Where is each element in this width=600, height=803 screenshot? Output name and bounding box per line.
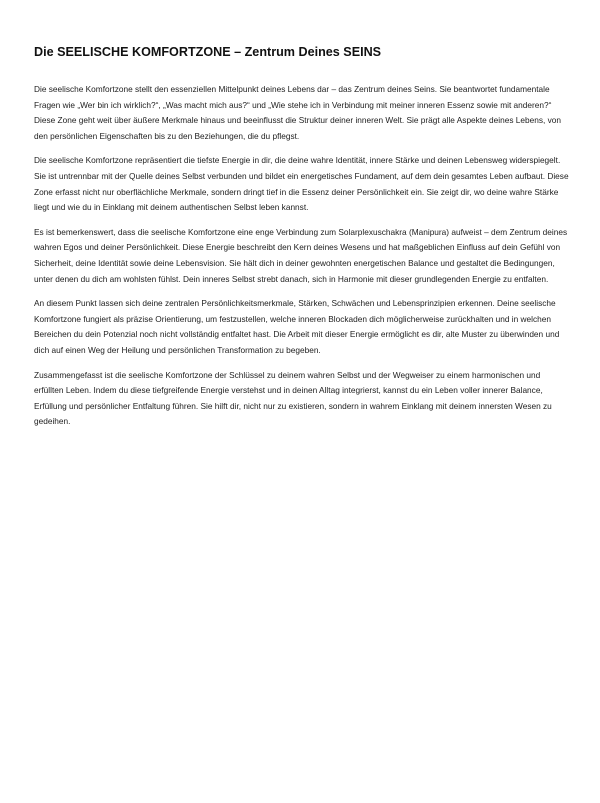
paragraph-3: Es ist bemerkenswert, dass die seelische Komfortzone eine enge Verbindung zum Solarplexuschakra (Manipura) aufweist – dem Zentrum deines wahren Egos und deiner Persönlichkeit. Diese Energie beschreibt den Kern deines Wesens und hat maßgeblichen Einfluss auf dein Gefühl von Sicherheit, deine Identität sowie deine Lebensvision. Sie hält dich in deiner gewohnten energetischen Balance und gestaltet die Bedingungen, unter denen du dich am wohlsten fühlst. Dein inneres Selbst strebt danach, sich in Harmonie mit dieser grundlegenden Energie zu entfalten. bbox=[34, 226, 568, 284]
paragraph-1: Die seelische Komfortzone stellt den essenziellen Mittelpunkt deines Lebens dar – das Zentrum deines Seins. Sie beantwortet fundamentale Fragen wie „Wer bin ich wirklich?“, „Was macht mich aus?“ und „Wie stehe ich in Verbindung mit meiner inneren Essenz sowie mit anderen?“ Diese Zone geht weit über äußere Merkmale hinaus und beeinflusst die Struktur deiner inneren Welt. Sie prägt alle Aspekte deines Lebens, von den persönlichen Eigenschaften bis zu den Beziehungen, die du pflegst. bbox=[34, 84, 562, 141]
paragraph-2: Die seelische Komfortzone repräsentiert die tiefste Energie in dir, die deine wahre Identität, innere Stärke und deinen Lebensweg widerspiegelt. Sie ist untrennbar mit der Quelle deines Selbst verbunden und bildet ein energetisches Fundament, auf dem dein gesamtes Leben aufbaut. Diese Zone erfasst nicht nur oberflächliche Merkmale, sondern dringt tief in die Essenz deiner Persönlichkeit ein. Sie zeigt dir, wo deine wahre Stärke liegt und wie du in Einklang mit deinem authentischen Selbst leben kannst. bbox=[34, 155, 569, 213]
paragraph-5: Zusammengefasst ist die seelische Komfortzone der Schlüssel zu deinem wahren Selbst und der Wegweiser zu einem harmonischen und erfüllten Leben. Indem du diese tiefgreifende Energie verstehst und in deinen Alltag integrierst, kannst du ein Leben voller innerer Balance, Erfüllung und persönlicher Entfaltung führen. Sie hilft dir, nicht nur zu existieren, sondern in wahrem Einklang mit deinem innersten Wesen zu gedeihen. bbox=[34, 369, 552, 427]
document-body bbox=[34, 82, 569, 439]
paragraph-4: An diesem Punkt lassen sich deine zentralen Persönlichkeitsmerkmale, Stärken, Schwächen und Lebensprinzipien erkennen. Deine seelische Komfortzone fungiert als präzise Orientierung, um festzustellen, welche inneren Blockaden dich möglicherweise zurückhalten und in welchen Bereichen du dein Potenzial noch nicht vollständig entfaltet hast. Die Arbeit mit dieser Energie ermöglicht es dir, alte Muster zu überwinden und dich auf einen Weg der Heilung und persönlichen Transformation zu begeben. bbox=[34, 298, 560, 355]
document-title: Die SEELISCHE KOMFORTZONE – Zentrum Deines SEINS bbox=[34, 45, 382, 59]
